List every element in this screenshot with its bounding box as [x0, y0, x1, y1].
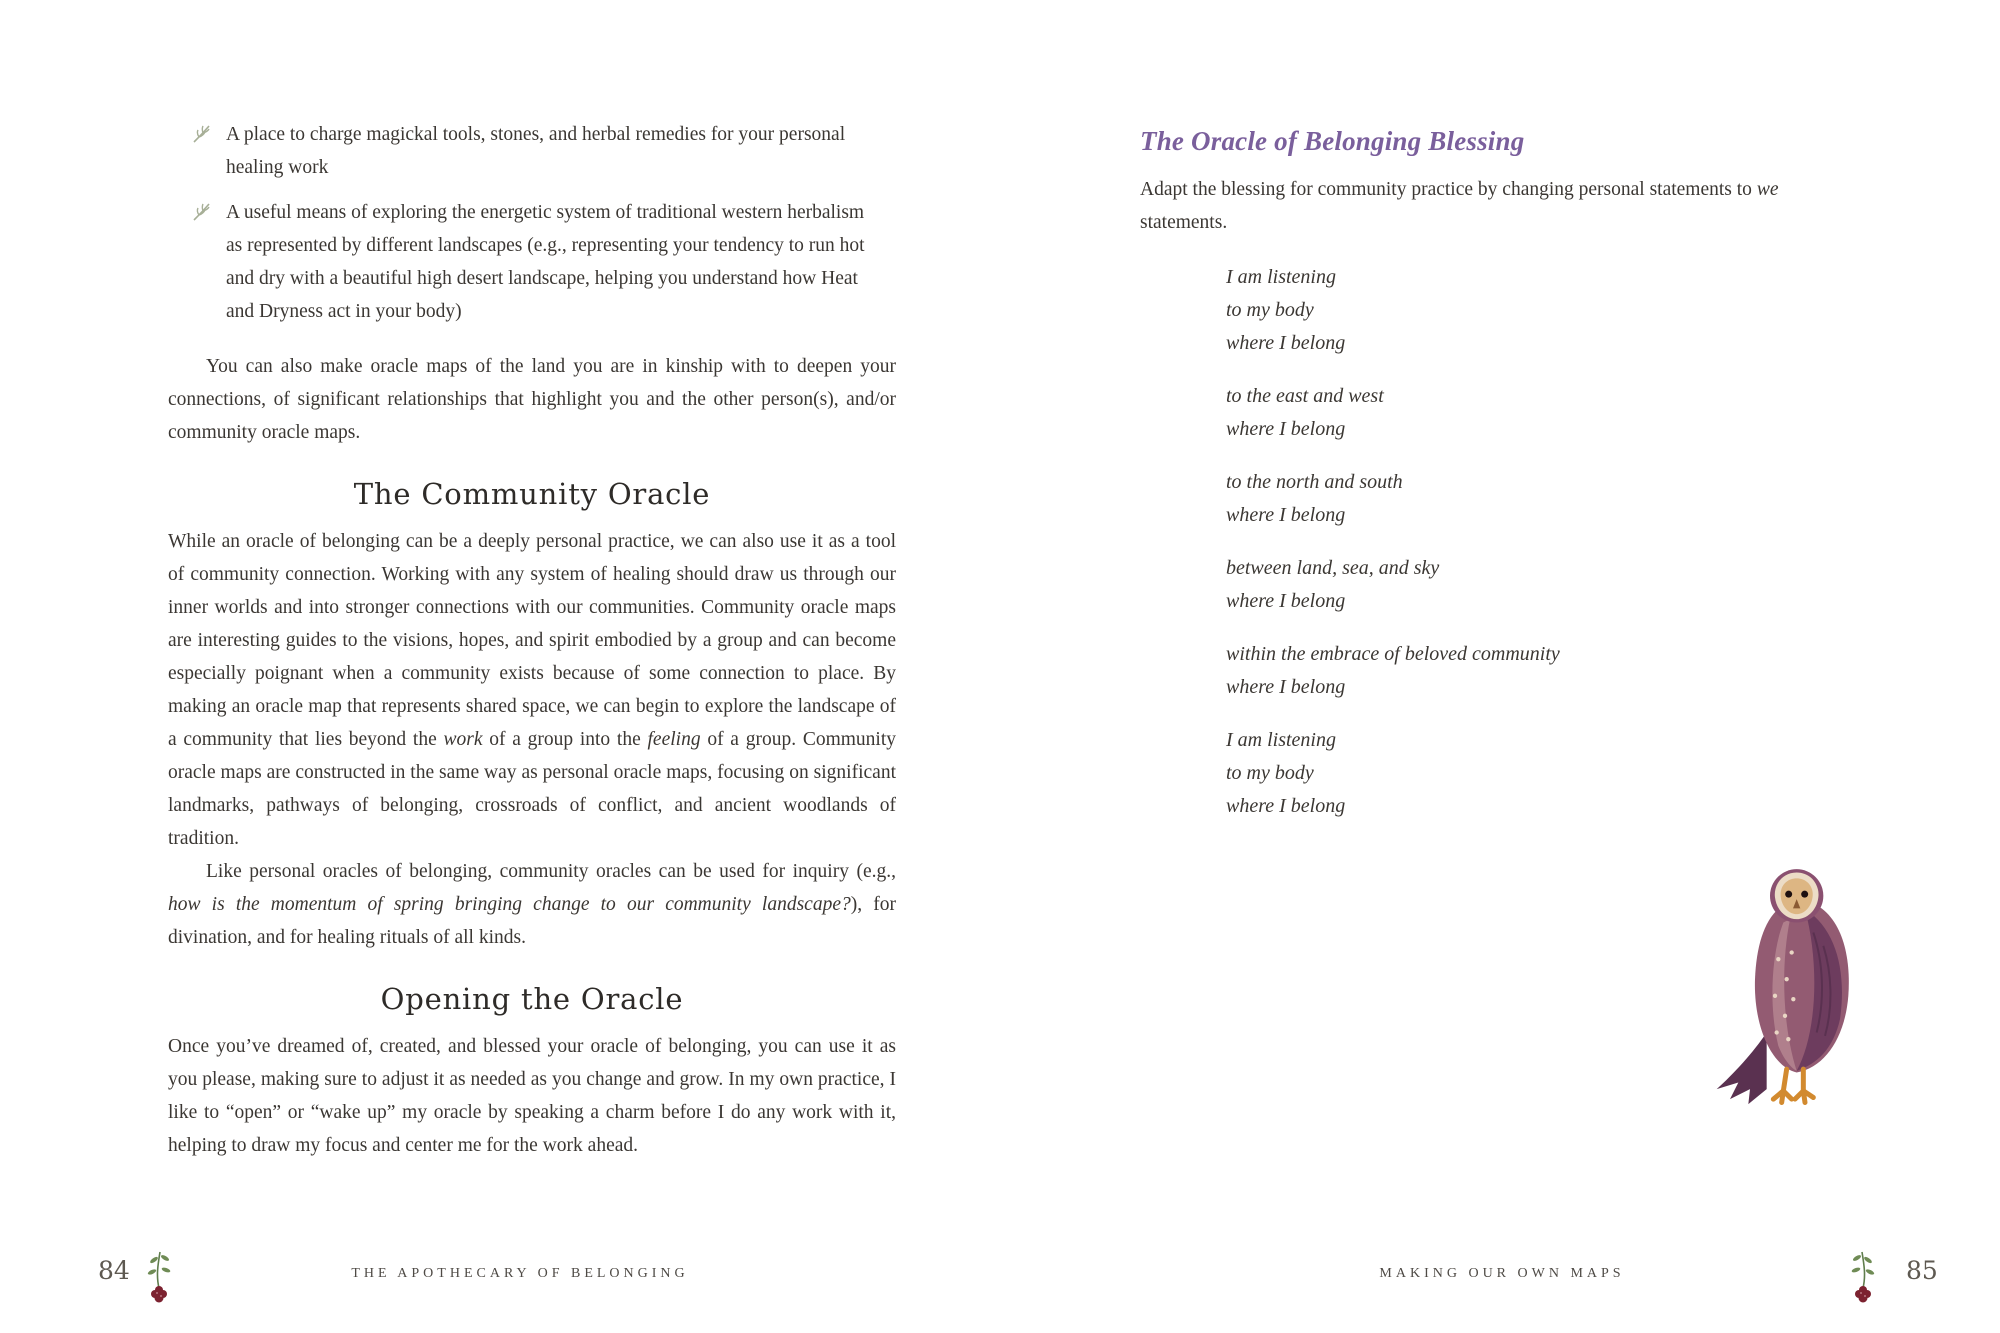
- poem-stanza: [1226, 638, 1868, 704]
- poem-line: where I belong: [1226, 332, 1346, 354]
- poem-line: to the east and west: [1226, 385, 1384, 407]
- community-paragraph-1: [168, 525, 896, 855]
- bullet-text: A place to charge magickal tools, stones, and herbal remedies for your personal healing work: [226, 124, 846, 178]
- blessing-poem: [1226, 261, 1868, 823]
- text-segment: Like personal oracles of belonging, community oracles can be used for inquiry (e.g.,: [206, 861, 896, 882]
- text-segment: statements.: [1140, 212, 1228, 233]
- blessing-intro: [1140, 173, 1868, 239]
- poem-stanza: [1226, 552, 1868, 618]
- left-page: [168, 118, 896, 1162]
- intro-paragraph: You can also make oracle maps of the land you are in kinship with to deepen your connections, of significant relationships that highlight you and the other person(s), and/or community oracle maps.: [168, 356, 896, 443]
- text-segment-italic: we: [1756, 179, 1779, 200]
- poem-line: where I belong: [1226, 418, 1346, 440]
- community-paragraph-2: [168, 855, 896, 954]
- bullet-item: [226, 196, 872, 328]
- running-title-left: THE APOTHECARY OF BELONGING: [351, 1266, 689, 1281]
- poem-stanza: [1226, 724, 1868, 823]
- poem-stanza: [1226, 466, 1868, 532]
- text-segment: of a group. Community oracle maps are constructed in the same way as personal oracle maps, focusing on significant landmarks, pathways of belonging, crossroads of conflict, and ancient woodlands of tradition.: [168, 729, 896, 849]
- opening-oracle-heading: Opening the Oracle: [380, 982, 684, 1016]
- poem-line: where I belong: [1226, 795, 1346, 817]
- poem-line: where I belong: [1226, 504, 1346, 526]
- opening-paragraph: Once you’ve dreamed of, created, and blessed your oracle of belonging, you can use it as you please, making sure to adjust it as needed as you change and grow. In my own practice, I like to “open” or “wake up” my oracle by speaking a charm before I do any work with it, helping to draw my focus and center me for the work ahead.: [168, 1036, 896, 1156]
- sprig-bullet-icon: [190, 122, 214, 146]
- text-segment: Adapt the blessing for community practice by changing personal statements to: [1140, 179, 1757, 200]
- poem-line: within the embrace of beloved community: [1226, 643, 1560, 665]
- poem-line: I am listening: [1226, 729, 1336, 751]
- owl-illustration: [1700, 860, 1900, 1115]
- poem-line: to my body: [1226, 762, 1314, 784]
- poem-line: between land, sea, and sky: [1226, 557, 1440, 579]
- poem-stanza: [1226, 261, 1868, 360]
- poem-line: I am listening: [1226, 266, 1336, 288]
- sprig-bullet-icon: [190, 200, 214, 224]
- poem-line: to my body: [1226, 299, 1314, 321]
- running-title-right: MAKING OUR OWN MAPS: [1379, 1266, 1625, 1281]
- text-segment-italic: feeling: [647, 729, 701, 750]
- text-segment-italic: work: [443, 729, 483, 750]
- blessing-heading: The Oracle of Belonging Blessing: [1140, 126, 1525, 156]
- text-segment-italic: how is the momentum of spring bringing change to our community landscape?: [168, 894, 851, 915]
- text-segment: of a group into the: [482, 729, 648, 750]
- right-page: [1140, 126, 1868, 843]
- flower-ornament-icon: [138, 1248, 180, 1308]
- poem-line: to the north and south: [1226, 471, 1403, 493]
- poem-line: where I belong: [1226, 676, 1346, 698]
- text-segment: ), for divination, and for healing rituals of all kinds.: [168, 894, 896, 948]
- community-oracle-heading: The Community Oracle: [353, 477, 711, 511]
- page-number-left: 84: [98, 1256, 130, 1285]
- flower-ornament-icon: [1842, 1248, 1884, 1308]
- bullet-text: A useful means of exploring the energetic system of traditional western herbalism as represented by different landscapes (e.g., representing your tendency to run hot and dry with a beautiful high desert landscape, helping you understand how Heat and Dryness act in your body): [226, 202, 865, 322]
- page-number-right: 85: [1906, 1256, 1938, 1285]
- poem-stanza: [1226, 380, 1868, 446]
- bullet-item: [226, 118, 872, 184]
- text-segment: While an oracle of belonging can be a deeply personal practice, we can also use it as a tool of community connection. Working with any system of healing should draw us through our inner worlds and into stronger connections with our communities. Community oracle maps are interesting guides to the visions, hopes, and spirit embodied by a group and can become especially poignant when a community exists because of some connection to place. By making an oracle map that represents shared space, we can begin to explore the landscape of a community that lies beyond the: [168, 531, 896, 750]
- poem-line: where I belong: [1226, 590, 1346, 612]
